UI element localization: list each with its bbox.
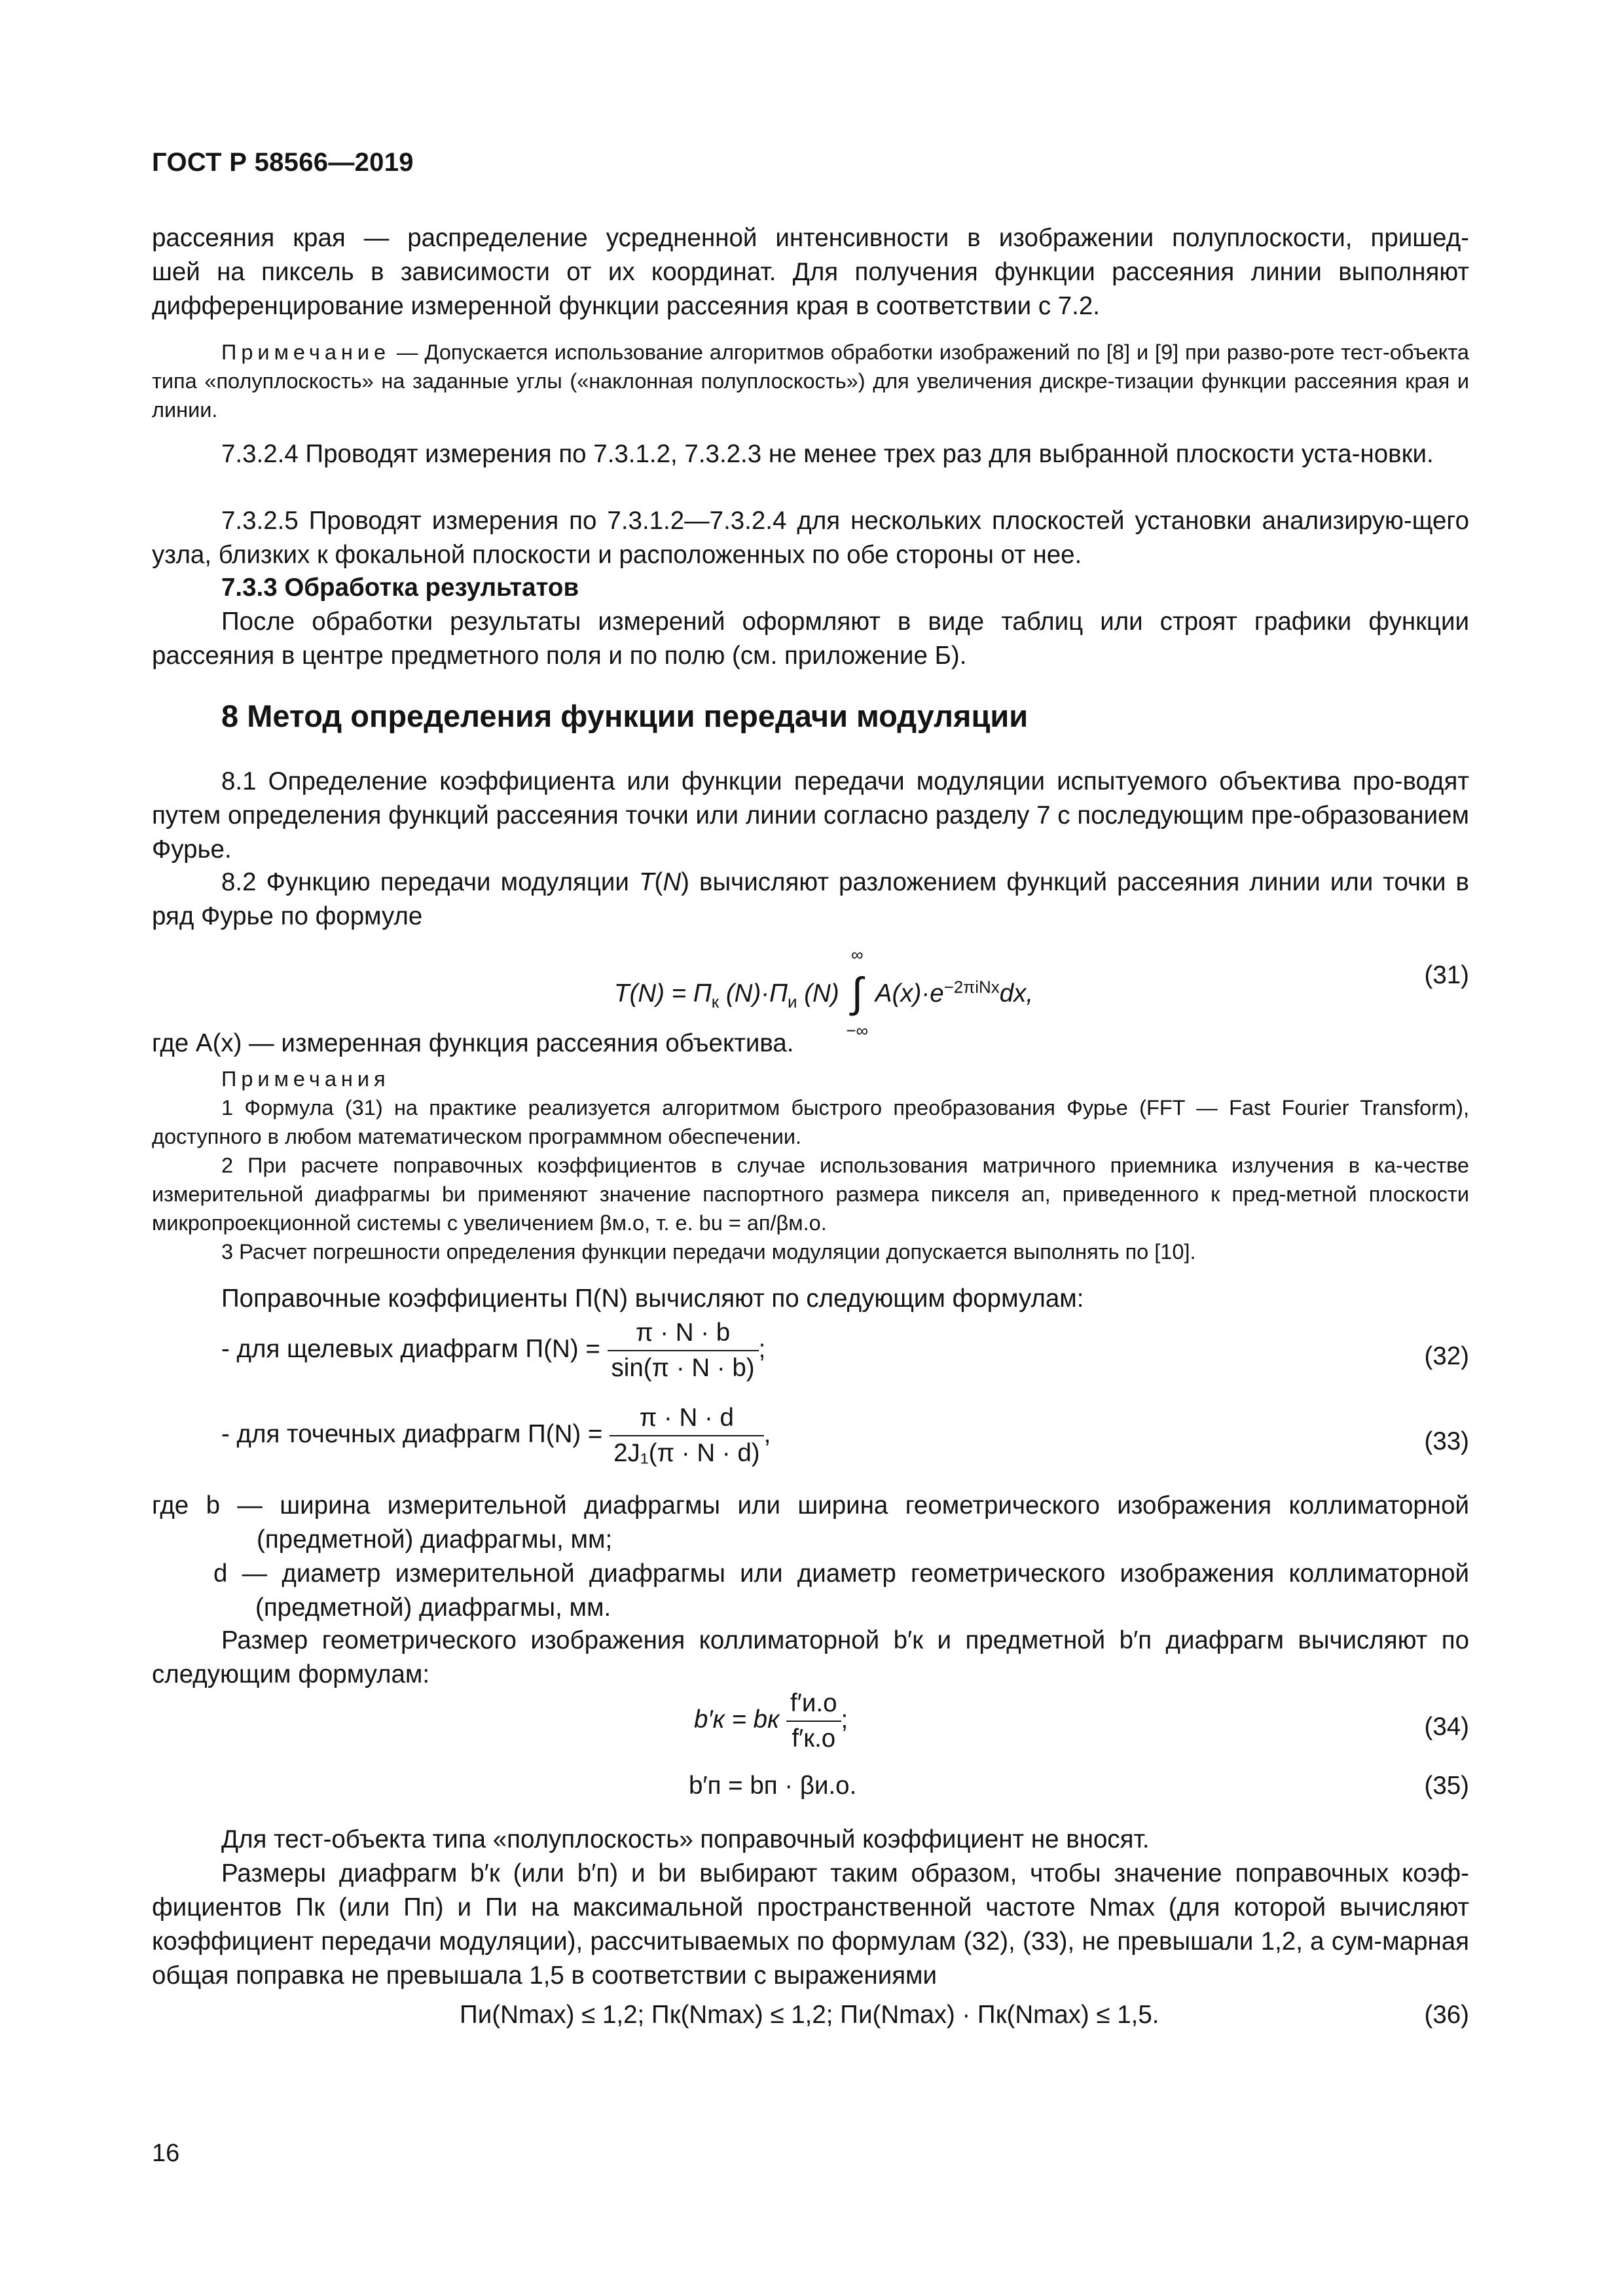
eq-33-number: (33) (1424, 1427, 1469, 1455)
para-halfplane-text: Для тест-объекта типа «полуплоскость» поправочный коэффициент не вносят. (221, 1825, 1150, 1853)
formula-34: b′к = bк $\frac{f'и.о}{f'к.о}$ ; (694, 1686, 848, 1756)
where-d-text: d — диаметр измерительной диафрагмы или диаметр геометрического изображения коллиматорной (предметной) диафрагмы, мм. (213, 1559, 1469, 1622)
eq-35-number: (35) (1424, 1772, 1469, 1800)
where-d (152, 1557, 1469, 1625)
para-size (152, 1624, 1469, 1692)
para-82-e: ) вычисляют разложением функций рассеяния линии или точки в ряд Фурье по формуле (152, 868, 1469, 930)
eq-36-number: (36) (1424, 2001, 1469, 2029)
formula-35: b′п = bп · βи.о. (689, 1772, 857, 1800)
notes-label: Примечания (221, 1067, 390, 1091)
note-1-text: — Допускается использование алгоритмов обработки изображений по [8] и [9] при разво-роте тест-объекта типа «полуплоскость» на заданные углы («наклонная полуплоскость») для увеличения дискре-тизации функции рассеяния края и линии. (152, 340, 1469, 422)
para-81-text: 8.1 Определение коэффициента или функции передачи модуляции испытуемого объектива про-водят путем определения функций рассеяния точки или линии согласно разделу 7 с последующим пре-образованием Фурье. (152, 767, 1469, 864)
para-sizes-text: Размеры диафрагм b′к (или b′п) и bи выбирают таким образом, чтобы значение поправочных коэф-фициентов Πк (или Πп) и Πи на максимальной пространственной частоте Nmax (для которой вычисляют коэффициент передачи модуляции), рассчитываемых по формулам (32), (33), не превышали 1,2, а сум-марная общая поправка не превышала 1,5 в соответствии с выражениями (152, 1859, 1469, 1990)
equation-31 (152, 940, 1469, 1040)
standard-code: ГОСТ Р 58566—2019 (152, 148, 414, 177)
intro-line-1: рассеяния края — распределение усредненной интенсивности в изображении полуплоскости, пришед- (152, 224, 1469, 252)
note-1 (152, 338, 1469, 424)
para-7324 (152, 437, 1469, 471)
para-82-N: N (663, 868, 682, 896)
eq-32-number: (32) (1424, 1342, 1469, 1370)
equation-33 (152, 1401, 1469, 1480)
page-number: 16 (152, 2140, 180, 2167)
formula-31: $T(N) = \Pi_к$ $(N)\cdot\Pi_и$ (N) ∞ ∫ −∞ $A(x)\cdot e^{-2\pi iNx}dx$, (614, 940, 1033, 1050)
note-2-2: 2 При расчете поправочных коэффициентов в случае использования матричного приемника излучения в ка-честве измерительной диафрагмы bи применяют значение паспортного размера пикселя aп, приведенного к пред-метной плоскости микропроекционной системы с увеличением βм.о, т. е. bu = aп/βм.о. (152, 1154, 1469, 1235)
eq-31-number: (31) (1424, 961, 1469, 989)
where-b-text: где b — ширина измерительной диафрагмы или ширина геометрического изображения коллиматорной (предметной) диафрагмы, мм; (152, 1491, 1469, 1554)
para-82-paren: ( (654, 868, 663, 896)
intro-line-3: дифференцирование измеренной функции рассеяния края в соответствии с 7.2. (152, 292, 1100, 320)
equation-34 (152, 1686, 1469, 1765)
note-1-label: Примечание (221, 340, 391, 364)
integral-symbol: ∞ ∫ −∞ (846, 945, 869, 1040)
where-b (152, 1489, 1469, 1557)
equation-35 (152, 1769, 1469, 1808)
heading-733-text: 7.3.3 Обработка результатов (221, 574, 579, 602)
para-7325-text: 7.3.2.5 Проводят измерения по 7.3.1.2—7.3.2.4 для нескольких плоскостей установки анализирую-щего узла, близких к фокальной плоскости и расположенных по обе стороны от нее. (152, 507, 1469, 569)
equation-36 (152, 1998, 1469, 2037)
corr-intro (152, 1282, 1469, 1316)
where-ax-text: где A(x) — измеренная функция рассеяния объектива. (152, 1029, 794, 1057)
intro-paragraph (152, 221, 1469, 323)
heading-733 (152, 571, 1469, 605)
para-82-T: T (638, 868, 655, 896)
para-size-text: Размер геометрического изображения коллиматорной b′к и предметной b′п диафрагм вычисляют по следующим формулам: (152, 1626, 1469, 1688)
section-8-title: 8 Метод определения функции передачи модуляции (221, 699, 1029, 733)
para-7324-text: 7.3.2.4 Проводят измерения по 7.3.1.2, 7.3.2.3 не менее трех раз для выбранной плоскости уста-новки. (221, 440, 1434, 468)
para-7325 (152, 504, 1469, 572)
equation-32 (152, 1316, 1469, 1394)
para-sizes (152, 1857, 1469, 1993)
para-733 (152, 605, 1469, 673)
formula-32: - для щелевых диафрагм Π(N) = $\frac{\pi \cdot N \cdot b}{\sin(\pi \cdot N \cdot b)}$ ; (221, 1316, 765, 1385)
para-82-a: 8.2 Функцию передачи модуляции (221, 868, 639, 896)
formula-33: - для точечных диафрагм Π(N) = $\frac{\pi \cdot N \cdot d}{\text{2J₁(π · N · d)}}$ , (221, 1401, 771, 1470)
para-82 (152, 866, 1469, 934)
para-733-text: После обработки результаты измерений оформляют в виде таблиц или строят графики функции рассеяния в центре предметного поля и по полю (см. приложение Б). (152, 608, 1469, 670)
where-ax (152, 1027, 1469, 1061)
formula-36: Πи(Nmax) ≤ 1,2; Πк(Nmax) ≤ 1,2; Πи(Nmax) · Πк(Nmax) ≤ 1,5. (460, 2001, 1159, 2029)
eq-34-number: (34) (1424, 1713, 1469, 1741)
note-2-1: 1 Формула (31) на практике реализуется алгоритмом быстрого преобразования Фурье (FFT — Fast Fourier Transform), доступного в любом математическом программном обеспечении. (152, 1096, 1469, 1148)
notes-block (152, 1065, 1469, 1266)
note-2-3: 3 Расчет погрешности определения функции передачи модуляции допускается выполнять по [10]. (221, 1240, 1196, 1264)
intro-line-2: шей на пиксель в зависимости от их координат. Для получения функции рассеяния линии выполняют (152, 258, 1469, 286)
corr-intro-text: Поправочные коэффициенты Π(N) вычисляют по следующим формулам: (221, 1285, 1084, 1313)
para-halfplane (152, 1823, 1469, 1857)
para-81 (152, 765, 1469, 867)
